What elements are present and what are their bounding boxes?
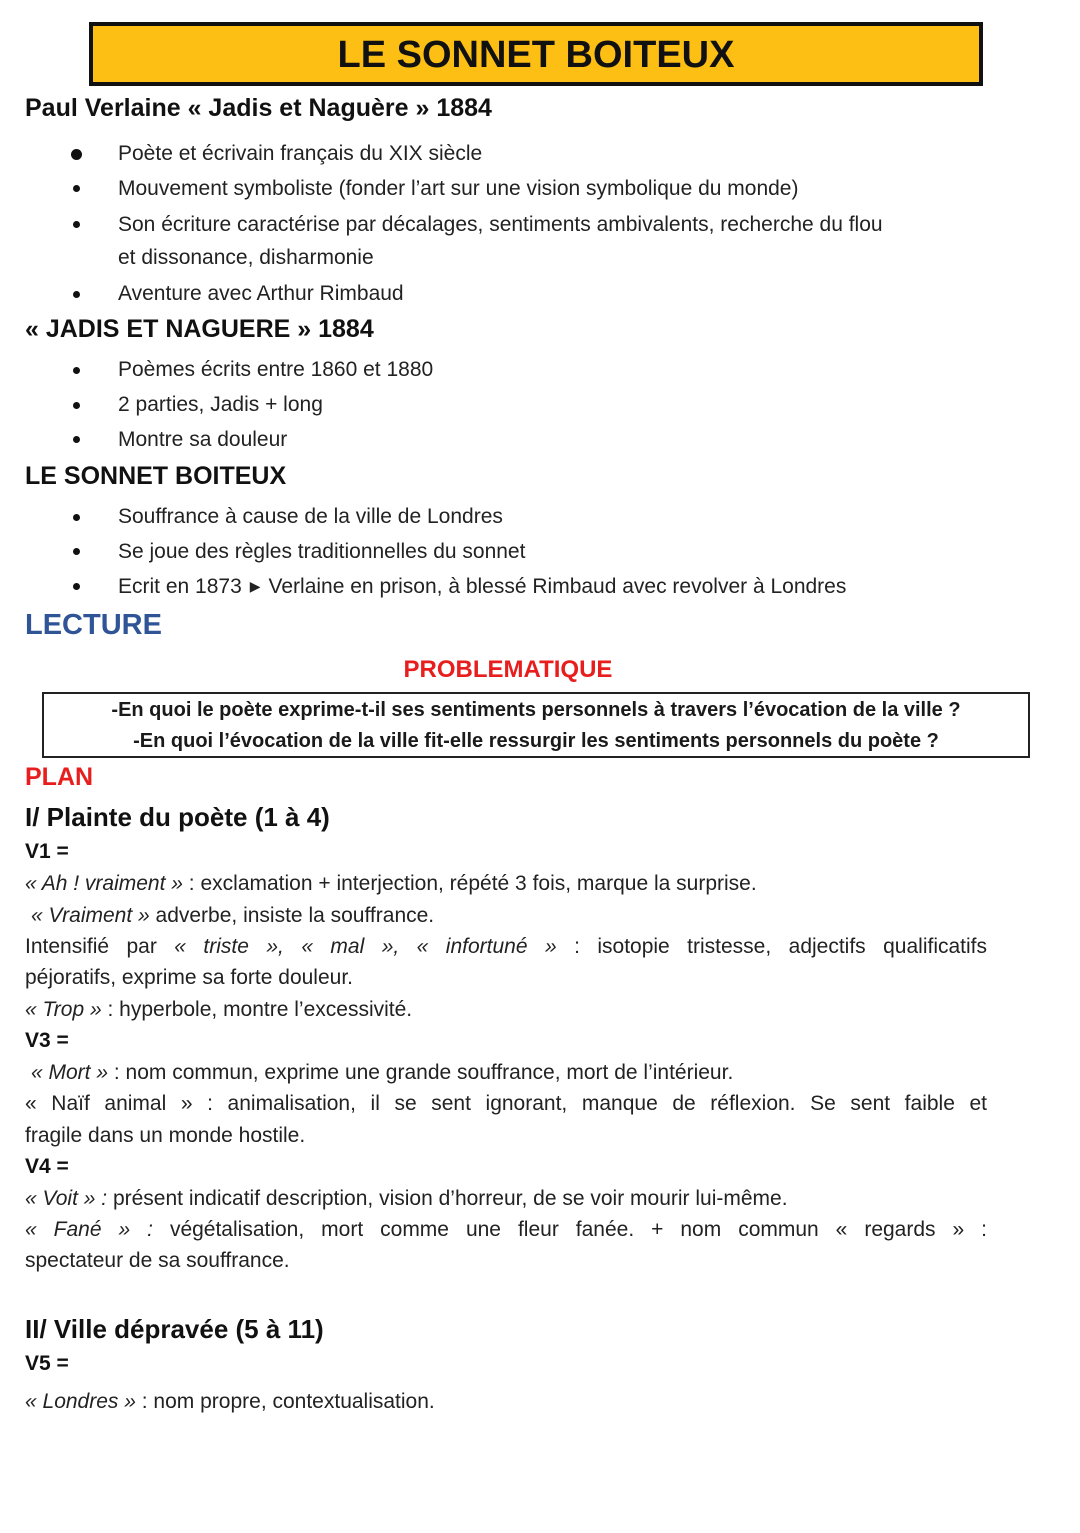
list-item-text: Verlaine en prison, à blessé Rimbaud avec revolver à Londres bbox=[268, 575, 847, 598]
analysis-line bbox=[25, 994, 987, 1025]
analysis-line bbox=[25, 931, 987, 962]
verse-label-v3: V3 = bbox=[25, 1029, 69, 1052]
text: présent indicatif description, vision d’horreur, de se voir mourir lui-même. bbox=[107, 1187, 788, 1210]
problematique-label: PROBLEMATIQUE bbox=[403, 656, 613, 683]
bullet-icon bbox=[73, 548, 80, 555]
heading-lecture: LECTURE bbox=[25, 609, 162, 641]
analysis-line bbox=[25, 1214, 987, 1245]
quote: « triste », « mal », « infortuné » bbox=[174, 935, 557, 958]
analysis-line: péjoratifs, exprime sa forte douleur. bbox=[25, 966, 354, 989]
list-item: Se joue des règles traditionnelles du sonnet bbox=[118, 540, 526, 563]
text: adverbe, insiste la souffrance. bbox=[149, 904, 435, 927]
list-item-text: Ecrit en 1873 bbox=[118, 575, 242, 598]
heading-jadis: « JADIS ET NAGUERE » 1884 bbox=[25, 315, 374, 343]
analysis-line bbox=[25, 868, 987, 899]
bullet-icon bbox=[73, 291, 80, 298]
list-item: Souffrance à cause de la ville de Londres bbox=[118, 505, 503, 528]
question-2: -En quoi l’évocation de la ville fit-elle ressurgir les sentiments personnels du poète ? bbox=[133, 730, 939, 752]
list-item: Aventure avec Arthur Rimbaud bbox=[118, 282, 404, 305]
analysis-line: « Naïf animal » : animalisation, il se sent ignorant, manque de réflexion. Se sent faible et bbox=[25, 1092, 987, 1115]
analysis-line: spectateur de sa souffrance. bbox=[25, 1249, 290, 1272]
heading-sonnet: LE SONNET BOITEUX bbox=[25, 462, 287, 490]
bullet-icon bbox=[73, 221, 80, 228]
analysis-line bbox=[31, 1057, 993, 1088]
bullet-icon bbox=[73, 583, 80, 590]
text: végétalisation, mort comme une fleur fanée. + nom commun « regards » : bbox=[152, 1218, 987, 1241]
bullet-icon bbox=[73, 514, 80, 521]
text: : nom propre, contextualisation. bbox=[135, 1390, 435, 1413]
verse-label-v4: V4 = bbox=[25, 1155, 69, 1178]
text: : isotopie tristesse, adjectifs qualificatifs bbox=[556, 935, 987, 958]
list-item bbox=[118, 570, 998, 605]
list-item: Montre sa douleur bbox=[118, 428, 288, 451]
quote: « Londres » bbox=[25, 1390, 136, 1413]
analysis-line bbox=[25, 1386, 987, 1417]
quote: « Vraiment » bbox=[31, 904, 150, 927]
bullet-icon bbox=[73, 402, 80, 409]
text: : hyperbole, montre l’excessivité. bbox=[101, 998, 413, 1021]
bullet-icon bbox=[71, 149, 82, 160]
text: Intensifié par bbox=[25, 935, 175, 958]
quote: « Trop » bbox=[25, 998, 102, 1021]
list-item: Poète et écrivain français du XIX siècle bbox=[118, 142, 483, 165]
quote: « Ah ! vraiment » bbox=[25, 872, 183, 895]
list-item: Son écriture caractérise par décalages, sentiments ambivalents, recherche du flou bbox=[118, 213, 883, 236]
bullet-icon bbox=[73, 367, 80, 374]
bullet-icon bbox=[73, 436, 80, 443]
list-item-continuation: et dissonance, disharmonie bbox=[118, 246, 374, 269]
analysis-line: fragile dans un monde hostile. bbox=[25, 1124, 306, 1147]
analysis-line bbox=[25, 1183, 987, 1214]
quote: « Voit » : bbox=[25, 1187, 108, 1210]
text: : exclamation + interjection, répété 3 fois, marque la surprise. bbox=[182, 872, 757, 895]
heading-part-1: I/ Plainte du poète (1 à 4) bbox=[25, 802, 330, 832]
list-item: Mouvement symboliste (fonder l’art sur une vision symbolique du monde) bbox=[118, 177, 799, 200]
verse-label-v5: V5 = bbox=[25, 1352, 69, 1375]
list-item: 2 parties, Jadis + long bbox=[118, 393, 323, 416]
bullet-icon bbox=[73, 185, 80, 192]
analysis-line bbox=[31, 900, 993, 931]
right-triangle-icon: ▶ bbox=[249, 578, 261, 594]
heading-author: Paul Verlaine « Jadis et Naguère » 1884 bbox=[25, 94, 492, 122]
text: : nom commun, exprime une grande souffrance, mort de l’intérieur. bbox=[108, 1061, 734, 1084]
heading-part-2: II/ Ville dépravée (5 à 11) bbox=[25, 1314, 324, 1344]
question-1: -En quoi le poète exprime-t-il ses sentiments personnels à travers l’évocation de la ville ? bbox=[111, 699, 961, 721]
verse-label-v1: V1 = bbox=[25, 840, 69, 863]
heading-plan: PLAN bbox=[25, 763, 94, 791]
quote: « Fané » : bbox=[25, 1218, 153, 1241]
list-item: Poèmes écrits entre 1860 et 1880 bbox=[118, 358, 434, 381]
page-title: LE SONNET BOITEUX bbox=[89, 22, 983, 86]
problematique-box bbox=[42, 692, 1030, 758]
quote: « Mort » bbox=[31, 1061, 109, 1084]
